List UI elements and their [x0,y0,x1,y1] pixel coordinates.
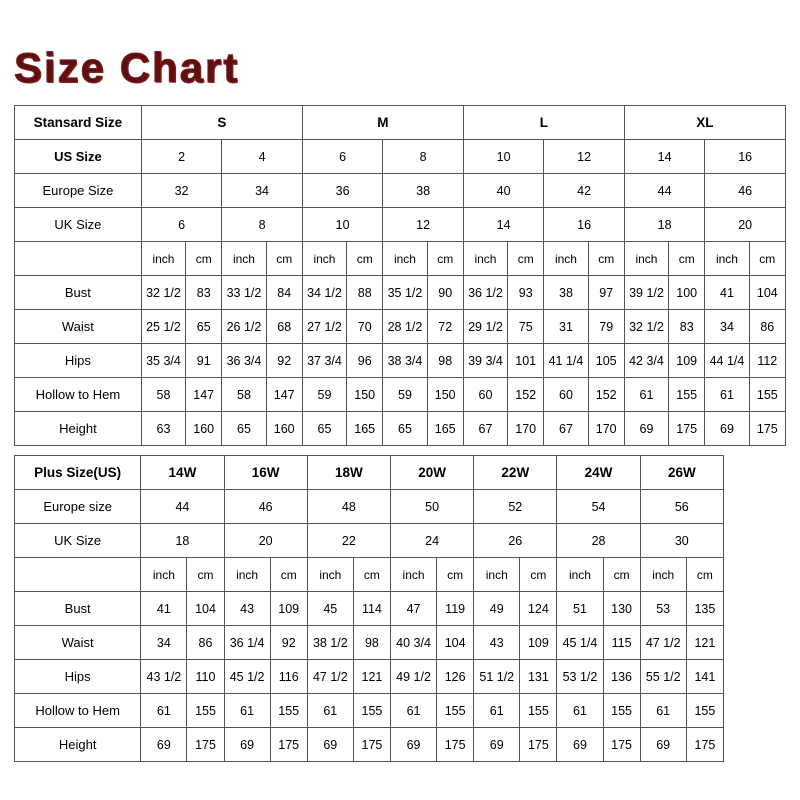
cell: 65 [383,412,427,446]
cell: 175 [669,412,705,446]
cell: 35 1/2 [383,276,427,310]
row-label-waist: Waist [15,310,142,344]
cell: 170 [588,412,624,446]
cell: 36 3/4 [222,344,266,378]
letter-size-xl: XL [624,106,785,140]
standard-corner-label: Stansard Size [15,106,142,140]
cell: 135 [686,592,723,626]
cell: 28 [557,524,640,558]
cell: 38 1/2 [307,626,353,660]
cell: 18 [141,524,224,558]
table-row-letter-sizes [15,106,786,140]
table-row [15,524,724,558]
cell: 150 [347,378,383,412]
cell: 130 [603,592,640,626]
cell: 70 [347,310,383,344]
unit-row-label [15,242,142,276]
cell: 65 [222,412,266,446]
cell: 22 [307,524,390,558]
row-label-waist: Waist [15,626,141,660]
letter-size-s: S [141,106,302,140]
page-title: Size Chart [14,44,240,91]
cell: 10 [302,208,383,242]
cell: 59 [383,378,427,412]
unit-cell: inch [624,242,668,276]
cell: 61 [390,694,436,728]
plus-size-14w: 14W [141,456,224,490]
cell: 155 [270,694,307,728]
table-row [15,276,786,310]
cell: 72 [427,310,463,344]
cell: 42 [544,174,625,208]
cell: 14 [624,140,705,174]
unit-cell: inch [141,558,187,592]
cell: 79 [588,310,624,344]
plus-size-18w: 18W [307,456,390,490]
unit-cell: cm [187,558,224,592]
cell: 32 1/2 [141,276,185,310]
cell: 16 [544,208,625,242]
unit-cell: inch [463,242,507,276]
cell: 75 [508,310,544,344]
plus-size-16w: 16W [224,456,307,490]
cell: 83 [669,310,705,344]
table-row [15,140,786,174]
cell: 141 [686,660,723,694]
cell: 30 [640,524,723,558]
row-label-us-size: US Size [15,140,142,174]
cell: 126 [437,660,474,694]
cell: 147 [266,378,302,412]
unit-row-label [15,558,141,592]
cell: 52 [474,490,557,524]
cell: 60 [463,378,507,412]
row-label-hollow-to-hem: Hollow to Hem [15,378,142,412]
row-label-uk-size: UK Size [15,524,141,558]
cell: 69 [390,728,436,762]
letter-size-m: M [302,106,463,140]
cell: 6 [141,208,222,242]
cell: 104 [437,626,474,660]
plus-size-26w: 26W [640,456,723,490]
cell: 104 [187,592,224,626]
table-row [15,208,786,242]
cell: 105 [588,344,624,378]
cell: 46 [705,174,786,208]
cell: 175 [603,728,640,762]
cell: 20 [224,524,307,558]
cell: 41 [705,276,749,310]
cell: 39 3/4 [463,344,507,378]
cell: 2 [141,140,222,174]
cell: 121 [686,626,723,660]
cell: 44 [141,490,224,524]
cell: 65 [302,412,346,446]
cell: 54 [557,490,640,524]
unit-cell: inch [557,558,603,592]
cell: 61 [705,378,749,412]
cell: 41 [141,592,187,626]
cell: 98 [353,626,390,660]
unit-cell: inch [383,242,427,276]
cell: 50 [390,490,473,524]
unit-cell: cm [270,558,307,592]
cell: 38 [383,174,464,208]
cell: 34 [705,310,749,344]
cell: 18 [624,208,705,242]
cell: 160 [186,412,222,446]
cell: 8 [383,140,464,174]
plus-size-20w: 20W [390,456,473,490]
table-row [15,694,724,728]
cell: 155 [686,694,723,728]
cell: 39 1/2 [624,276,668,310]
unit-cell: cm [508,242,544,276]
cell: 175 [520,728,557,762]
cell: 45 1/4 [557,626,603,660]
table-row-units [15,558,724,592]
cell: 29 1/2 [463,310,507,344]
cell: 26 [474,524,557,558]
cell: 53 1/2 [557,660,603,694]
cell: 46 [224,490,307,524]
cell: 61 [557,694,603,728]
cell: 69 [624,412,668,446]
unit-cell: cm [427,242,463,276]
unit-cell: inch [307,558,353,592]
cell: 44 1/4 [705,344,749,378]
cell: 16 [705,140,786,174]
cell: 38 [544,276,588,310]
row-label-hollow-to-hem: Hollow to Hem [15,694,141,728]
cell: 61 [474,694,520,728]
cell: 155 [749,378,785,412]
cell: 86 [187,626,224,660]
unit-cell: inch [390,558,436,592]
cell: 69 [640,728,686,762]
cell: 34 [222,174,303,208]
cell: 63 [141,412,185,446]
cell: 36 1/2 [463,276,507,310]
cell: 170 [508,412,544,446]
cell: 55 1/2 [640,660,686,694]
cell: 101 [508,344,544,378]
cell: 115 [603,626,640,660]
cell: 136 [603,660,640,694]
table-row [15,626,724,660]
row-label-height: Height [15,412,142,446]
unit-cell: cm [520,558,557,592]
plus-size-22w: 22W [474,456,557,490]
cell: 33 1/2 [222,276,266,310]
cell: 69 [474,728,520,762]
cell: 100 [669,276,705,310]
cell: 91 [186,344,222,378]
row-label-hips: Hips [15,344,142,378]
row-label-uk-size: UK Size [15,208,142,242]
cell: 165 [347,412,383,446]
cell: 31 [544,310,588,344]
cell: 96 [347,344,383,378]
cell: 32 1/2 [624,310,668,344]
cell: 47 [390,592,436,626]
row-label-bust: Bust [15,592,141,626]
cell: 44 [624,174,705,208]
cell: 175 [187,728,224,762]
cell: 60 [544,378,588,412]
table-row-plus-sizes [15,456,724,490]
unit-cell: cm [686,558,723,592]
cell: 43 [224,592,270,626]
cell: 116 [270,660,307,694]
cell: 36 1/4 [224,626,270,660]
unit-cell: inch [705,242,749,276]
cell: 51 1/2 [474,660,520,694]
cell: 27 1/2 [302,310,346,344]
cell: 4 [222,140,303,174]
unit-cell: cm [437,558,474,592]
cell: 150 [427,378,463,412]
cell: 69 [141,728,187,762]
cell: 37 3/4 [302,344,346,378]
cell: 58 [141,378,185,412]
cell: 114 [353,592,390,626]
cell: 47 1/2 [307,660,353,694]
cell: 25 1/2 [141,310,185,344]
cell: 6 [302,140,383,174]
cell: 93 [508,276,544,310]
unit-cell: cm [603,558,640,592]
cell: 110 [187,660,224,694]
cell: 34 1/2 [302,276,346,310]
table-row [15,490,724,524]
cell: 58 [222,378,266,412]
cell: 121 [353,660,390,694]
cell: 45 [307,592,353,626]
cell: 152 [508,378,544,412]
unit-cell: cm [347,242,383,276]
unit-cell: inch [640,558,686,592]
unit-cell: inch [474,558,520,592]
cell: 61 [141,694,187,728]
cell: 12 [383,208,464,242]
cell: 51 [557,592,603,626]
cell: 28 1/2 [383,310,427,344]
table-row [15,660,724,694]
row-label-europe-size: Europe Size [15,174,142,208]
cell: 175 [686,728,723,762]
cell: 36 [302,174,383,208]
cell: 124 [520,592,557,626]
plus-corner-label: Plus Size(US) [15,456,141,490]
cell: 119 [437,592,474,626]
cell: 109 [520,626,557,660]
cell: 8 [222,208,303,242]
table-row [15,174,786,208]
cell: 45 1/2 [224,660,270,694]
table-row [15,378,786,412]
cell: 47 1/2 [640,626,686,660]
cell: 40 [463,174,544,208]
cell: 147 [186,378,222,412]
cell: 48 [307,490,390,524]
cell: 40 3/4 [390,626,436,660]
cell: 32 [141,174,222,208]
cell: 165 [427,412,463,446]
unit-cell: cm [669,242,705,276]
cell: 109 [270,592,307,626]
cell: 43 1/2 [141,660,187,694]
cell: 69 [705,412,749,446]
table-row-units [15,242,786,276]
cell: 131 [520,660,557,694]
unit-cell: cm [749,242,785,276]
cell: 112 [749,344,785,378]
unit-cell: cm [588,242,624,276]
cell: 155 [669,378,705,412]
cell: 98 [427,344,463,378]
cell: 14 [463,208,544,242]
row-label-hips: Hips [15,660,141,694]
cell: 69 [307,728,353,762]
cell: 41 1/4 [544,344,588,378]
cell: 68 [266,310,302,344]
unit-cell: inch [302,242,346,276]
cell: 69 [557,728,603,762]
cell: 26 1/2 [222,310,266,344]
cell: 155 [603,694,640,728]
cell: 49 [474,592,520,626]
cell: 49 1/2 [390,660,436,694]
cell: 175 [270,728,307,762]
table-row [15,728,724,762]
cell: 10 [463,140,544,174]
cell: 56 [640,490,723,524]
row-label-height: Height [15,728,141,762]
cell: 86 [749,310,785,344]
cell: 175 [437,728,474,762]
cell: 92 [266,344,302,378]
cell: 67 [463,412,507,446]
cell: 84 [266,276,302,310]
table-row [15,412,786,446]
cell: 42 3/4 [624,344,668,378]
cell: 24 [390,524,473,558]
cell: 61 [224,694,270,728]
cell: 175 [353,728,390,762]
plus-size-24w: 24W [557,456,640,490]
table-row [15,344,786,378]
cell: 34 [141,626,187,660]
cell: 155 [353,694,390,728]
cell: 155 [187,694,224,728]
table-row [15,310,786,344]
letter-size-l: L [463,106,624,140]
cell: 152 [588,378,624,412]
cell: 61 [307,694,353,728]
row-label-bust: Bust [15,276,142,310]
cell: 61 [624,378,668,412]
cell: 155 [520,694,557,728]
cell: 67 [544,412,588,446]
cell: 97 [588,276,624,310]
cell: 35 3/4 [141,344,185,378]
cell: 155 [437,694,474,728]
cell: 92 [270,626,307,660]
cell: 175 [749,412,785,446]
cell: 160 [266,412,302,446]
unit-cell: inch [224,558,270,592]
standard-size-table [14,105,786,446]
cell: 88 [347,276,383,310]
cell: 69 [224,728,270,762]
unit-cell: cm [186,242,222,276]
cell: 90 [427,276,463,310]
cell: 83 [186,276,222,310]
unit-cell: inch [544,242,588,276]
row-label-europe-size: Europe size [15,490,141,524]
unit-cell: cm [266,242,302,276]
cell: 20 [705,208,786,242]
cell: 53 [640,592,686,626]
unit-cell: inch [222,242,266,276]
cell: 109 [669,344,705,378]
cell: 38 3/4 [383,344,427,378]
table-row [15,592,724,626]
plus-size-table [14,455,724,762]
cell: 104 [749,276,785,310]
unit-cell: cm [353,558,390,592]
cell: 12 [544,140,625,174]
unit-cell: inch [141,242,185,276]
cell: 43 [474,626,520,660]
cell: 61 [640,694,686,728]
cell: 65 [186,310,222,344]
cell: 59 [302,378,346,412]
